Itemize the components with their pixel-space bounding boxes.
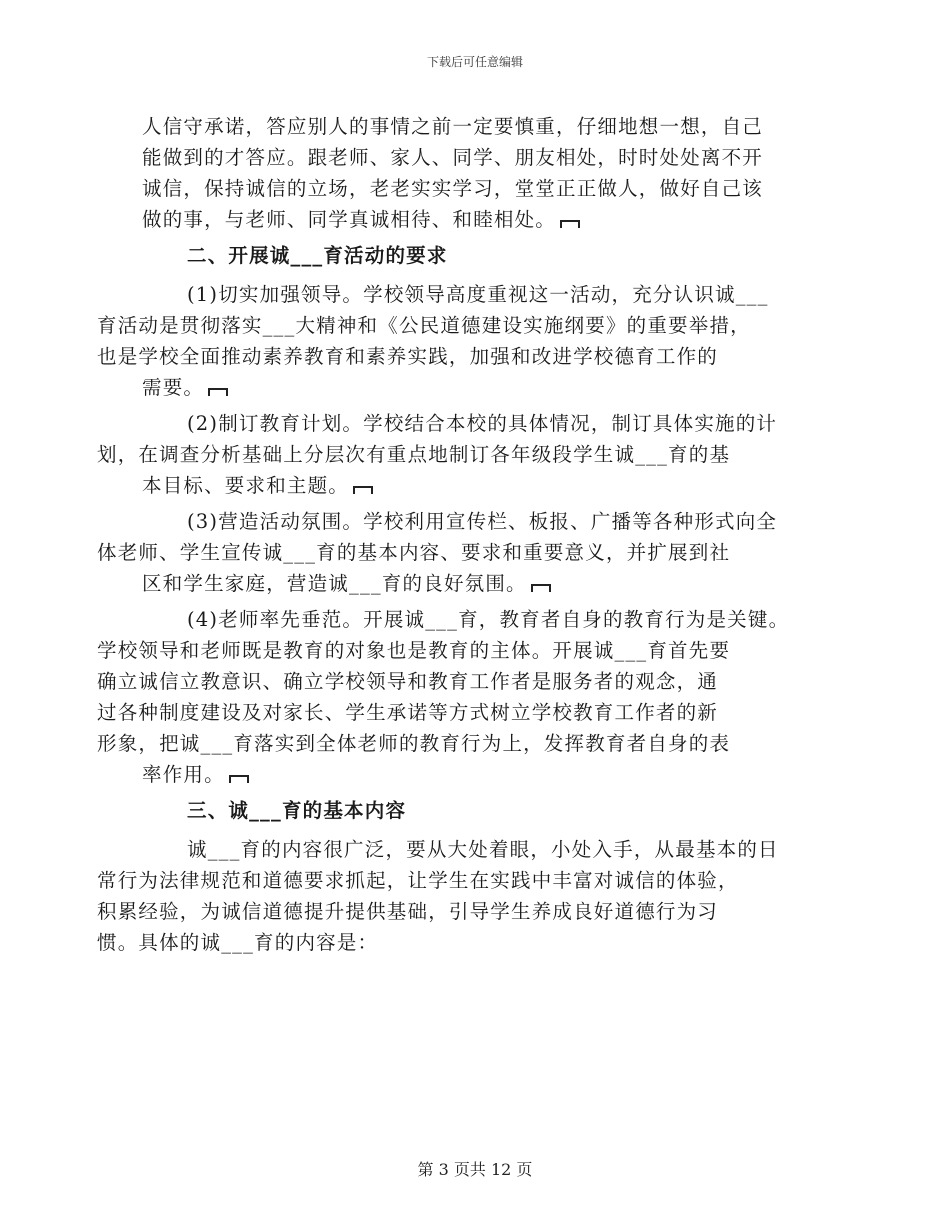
text-line-end: 本目标、要求和主题。 xyxy=(97,470,373,501)
paragraph-mark-icon xyxy=(353,486,373,494)
paragraph-mark-icon xyxy=(531,584,551,592)
text-line: (4)老师率先垂范。开展诚___育，教育者自身的教育行为是关键。 xyxy=(187,608,790,631)
text-line: (1)切实加强领导。学校领导高度重视这一活动，充分认识诚___ xyxy=(187,283,769,306)
text-line: 育活动是贯彻落实___大精神和《公民道德建设实施纲要》的重要举措， xyxy=(97,314,751,337)
text-line-end: 做的事，与老师、同学真诚相待、和睦相处。 xyxy=(142,204,814,235)
paragraph-item-1 xyxy=(97,279,814,403)
paragraph-continuation xyxy=(142,111,814,235)
text-line-end: 率作用。 xyxy=(97,759,249,790)
section-heading-2: 二、开展诚___育活动的要求 xyxy=(187,244,448,267)
paragraph-mark-icon xyxy=(229,775,249,783)
text-line: 人信守承诺，答应别人的事情之前一定要慎重，仔细地想一想，自己 xyxy=(142,115,764,138)
text-line: 确立诚信立教意识、确立学校领导和教育工作者是服务者的观念，通 xyxy=(97,670,719,693)
paragraph-item-3 xyxy=(97,506,814,599)
page-footer: 第 3 页共 12 页 xyxy=(417,1160,533,1179)
text-line: 也是学校全面推动素养教育和素养实践，加强和改进学校德育工作的 xyxy=(97,345,719,368)
text-line: 诚___育的内容很广泛，要从大处着眼，小处入手，从最基本的日 xyxy=(187,838,779,861)
text-line: 惯。具体的诚___育的内容是： xyxy=(97,931,379,954)
paragraph-item-2 xyxy=(97,408,814,501)
paragraph-content-intro xyxy=(97,834,814,958)
section-heading-3: 三、诚___育的基本内容 xyxy=(187,799,407,822)
text-line: 过各种制度建设及对家长、学生承诺等方式树立学校教育工作者的新 xyxy=(97,701,719,724)
text-line-end: 需要。 xyxy=(97,372,228,403)
text-line: 体老师、学生宣传诚___育的基本内容、要求和重要意义，并扩展到社 xyxy=(97,541,731,564)
text-line-end: 区和学生家庭，营造诚___育的良好氛围。 xyxy=(97,568,551,599)
text-line: (3)营造活动氛围。学校利用宣传栏、板报、广播等各种形式向全 xyxy=(187,510,778,533)
text-line: 划，在调查分析基础上分层次有重点地制订各年级段学生诚___育的基 xyxy=(97,443,731,466)
paragraph-mark-icon xyxy=(208,388,228,396)
text-line: 诚信，保持诚信的立场，老老实实学习，堂堂正正做人，做好自己该 xyxy=(142,177,764,200)
document-body xyxy=(97,111,814,963)
text-line: (2)制订教育计划。学校结合本校的具体情况，制订具体实施的计 xyxy=(187,412,778,435)
text-line: 积累经验，为诚信道德提升提供基础，引导学生养成良好道德行为习 xyxy=(97,900,719,923)
page-header: 下载后可任意编辑 xyxy=(426,55,523,69)
paragraph-item-4 xyxy=(97,604,814,790)
text-line: 能做到的才答应。跟老师、家人、同学、朋友相处，时时处处离不开 xyxy=(142,146,764,169)
text-line: 形象，把诚___育落实到全体老师的教育行为上，发挥教育者自身的表 xyxy=(97,732,731,755)
paragraph-mark-icon xyxy=(560,220,580,228)
text-line: 常行为法律规范和道德要求抓起，让学生在实践中丰富对诚信的体验， xyxy=(97,869,739,892)
text-line: 学校领导和老师既是教育的对象也是教育的主体。开展诚___育首先要 xyxy=(97,639,731,662)
